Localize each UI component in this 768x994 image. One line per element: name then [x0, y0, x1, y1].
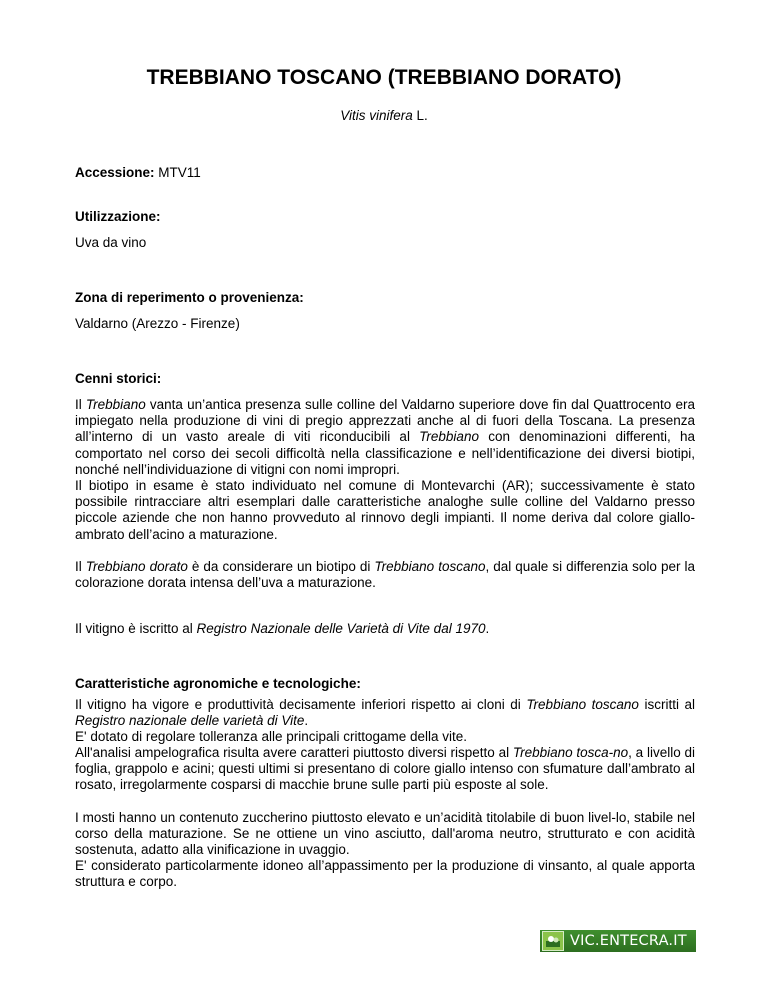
italic-run: Trebbiano: [85, 397, 146, 412]
history-paragraph-4: [75, 621, 695, 637]
species-italic: Vitis vinifera: [340, 108, 413, 123]
italic-run: Registro Nazionale delle Varietà di Vite dal 1970: [196, 621, 486, 636]
origin-heading: Zona di reperimento o provenienza:: [75, 290, 304, 305]
history-paragraph-3: [75, 559, 695, 591]
italic-run: Trebbiano tosca-no: [512, 745, 629, 760]
text-run: , dal quale si differenzia solo per la colorazione dorata intensa dell’uva a maturazione.: [75, 559, 695, 591]
history-heading: Cenni storici:: [75, 371, 162, 386]
badge-text: VIC.ENTECRA.IT: [570, 933, 687, 949]
text-run: è da considerare un biotipo di: [187, 559, 375, 574]
site-badge[interactable]: [540, 930, 696, 952]
text-run: All'analisi ampelografica risulta avere caratteri piuttosto diversi rispetto al: [75, 745, 513, 760]
use-heading: Utilizzazione:: [75, 209, 161, 224]
agronomy-heading: Caratteristiche agronomiche e tecnologiche:: [75, 676, 361, 691]
text-run: Il vitigno ha vigore e produttività decisamente inferiori rispetto ai cloni di: [75, 697, 527, 712]
species-author: L.: [412, 108, 428, 123]
history-paragraph-1: [75, 397, 695, 478]
italic-run: Trebbiano toscano: [374, 559, 486, 574]
text-run: Il: [75, 559, 86, 574]
text-run: iscritti al: [638, 697, 695, 712]
italic-run: Trebbiano dorato: [85, 559, 188, 574]
agronomy-paragraph-3: [75, 745, 695, 794]
text-run: .: [485, 621, 490, 636]
text-run: , a livello di foglia, grappolo e acini; questi ultimi si presentano di colore giallo intenso con sfumature dall’ambrato al rosato, irregolarmente cosparsi di macchie brune sulle parti più esposte al sole.: [75, 745, 695, 793]
text-run: vanta un’antica presenza sulle colline del Valdarno superiore dove fin dal Quattrocento era impiegato nella produzione di vini di pregio apprezzati anche al di fuori della Toscana. La presenza all’interno di un vasto areale di viti riconducibili al: [75, 397, 695, 445]
agronomy-paragraph-1: [75, 697, 695, 729]
history-paragraph-2: Il biotipo in esame è stato individuato nel comune di Montevarchi (AR); successivamente è stato possibile rintracciare altri esemplari dalle caratteristiche analoghe sulle colline del Valdarno presso piccole aziende che non hanno provveduto al rinnovo degli impianti. Il nome deriva dal colore giallo-ambrato dell’acino a maturazione.: [75, 478, 695, 542]
text-run: con denominazioni differenti, ha comportato nel corso dei secoli difficoltà nella classificazione e nell’identificazione dei diversi biotipi, nonché nell’individuazione di vitigni con nomi impropri.: [75, 429, 695, 477]
text-run: Il vitigno è iscritto al: [75, 621, 197, 636]
accession-value: MTV11: [154, 165, 201, 180]
use-value: Uva da vino: [75, 235, 147, 250]
agronomy-paragraph-5: E' considerato particolarmente idoneo all’appassimento per la produzione di vinsanto, al quale apporta struttura e corpo.: [75, 858, 695, 890]
accession-line: [75, 165, 695, 181]
text-run: Il: [75, 397, 86, 412]
agronomy-paragraph-2: E' dotato di regolare tolleranza alle principali crittogame della vite.: [75, 729, 468, 744]
italic-run: Registro nazionale delle varietà di Vite: [75, 713, 305, 729]
agronomy-paragraph-4: I mosti hanno un contenuto zuccherino piuttosto elevato e un’acidità titolabile di buon livel-lo, stabile nel corso della maturazione. Se ne ottiene un vino asciutto, dall'aroma neutro, strutturato e con acidità sostenuta, adatto alla vinificazione in uvaggio.: [75, 810, 695, 858]
italic-run: Trebbiano: [419, 429, 479, 445]
page-title: TREBBIANO TOSCANO (TREBBIANO DORATO): [146, 66, 622, 89]
italic-run: Trebbiano toscano: [526, 697, 639, 712]
logo-icon: [542, 931, 564, 951]
accession-label: Accessione:: [75, 165, 155, 180]
text-run: .: [304, 713, 309, 729]
species-name: [0, 108, 768, 123]
origin-value: Valdarno (Arezzo - Firenze): [75, 316, 240, 331]
